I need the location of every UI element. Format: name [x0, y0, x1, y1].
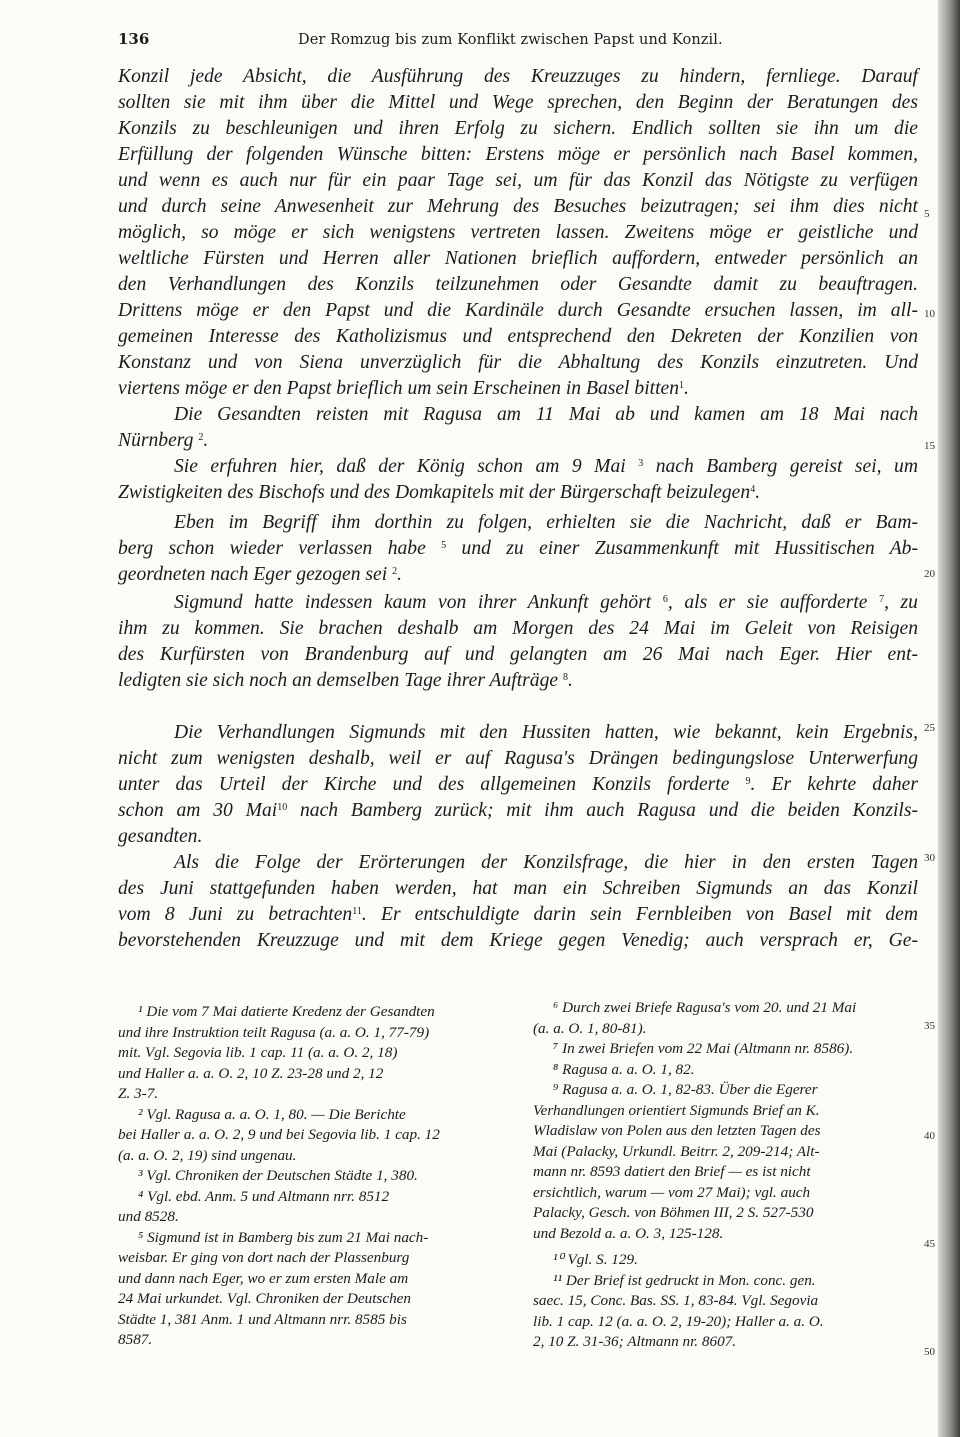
text-span: nach Bamberg zurück; mit ihm auch Ragusa und die beiden Konzils- — [299, 800, 918, 821]
footnote-line: und 8528. — [118, 1208, 179, 1225]
text-line — [118, 772, 918, 798]
text-line: Nürnberg $^2$. — [118, 430, 209, 451]
footnote-line: Z. 3-7. — [118, 1085, 159, 1102]
text-line: und durch seine Anwesenheit zur Mehrung des Besuches beizutragen; sei ihm dies nicht — [118, 196, 918, 217]
text-span: unter das Urteil der Kirche und des allgemeinen Konzils forderte — [118, 774, 730, 795]
text-span: Sie erfuhren hier, daß der König schon am 9 Mai — [174, 456, 626, 477]
text-line: Konzil jede Absicht, die Ausführung des Kreuzzuges zu hindern, fernliege. Darauf — [118, 66, 918, 87]
text-span: geordneten nach Eger gezogen sei — [118, 564, 388, 585]
text-span: Sigmund hatte indessen kaum von ihrer Ankunft gehört — [174, 592, 652, 613]
line-number: 15 — [924, 440, 935, 452]
footnote-line: saec. 15, Conc. Bas. SS. 1, 83-84. Vgl. Segovia — [533, 1292, 819, 1309]
text-span: . Er entschuldigte darin sein Fernbleiben von Basel mit dem — [361, 904, 919, 925]
footnote-line: ⁹ Ragusa a. a. O. 1, 82-83. Über die Egerer — [553, 1081, 818, 1098]
footnote-ref: 10 — [277, 802, 288, 813]
page-number: 136 — [118, 30, 150, 48]
line-number: 5 — [924, 208, 930, 220]
footnote-line: ¹⁰ Vgl. S. 129. — [553, 1251, 638, 1268]
footnote-ref: 7 — [879, 594, 885, 605]
text-line: viertens möge er den Papst brieflich um sein Erscheinen in Basel bitten$^1$. — [118, 378, 689, 399]
text-span: vom 8 Juni zu betrachten — [118, 904, 353, 925]
footnote-ref: 9 — [745, 776, 751, 787]
text-span: viertens möge er den Papst brieflich um sein Erscheinen in Basel bitten — [118, 378, 680, 399]
line-number: 10 — [924, 308, 935, 320]
text-span: . Er kehrte daher — [750, 774, 918, 795]
text-line — [118, 902, 918, 928]
footnote-line: ¹ Die vom 7 Mai datierte Kredenz der Gesandten — [138, 1003, 435, 1020]
footnote-line: Mai (Palacky, Urkundl. Beitrr. 2, 209-214; Alt- — [533, 1142, 820, 1160]
footnote-line: ⁶ Durch zwei Briefe Ragusa's vom 20. und 21 Mai — [553, 999, 857, 1016]
line-number: 35 — [924, 1020, 935, 1032]
text-line: Als die Folge der Erörterungen der Konzilsfrage, die hier in den ersten Tagen — [174, 852, 918, 873]
footnote-line: ersichtlich, warum — vom 27 Mai); vgl. auch — [533, 1183, 811, 1201]
footnote-line: Wladislaw von Polen aus den letzten Tagen des — [533, 1122, 821, 1139]
text-line: den Verhandlungen des Konzils teilzunehmen oder Gesandte damit zu beauftragen. — [118, 274, 918, 295]
text-span: , zu — [884, 592, 918, 613]
footnote-line: und ihre Instruktion teilt Ragusa (a. a. O. 1, 77-79) — [118, 1023, 430, 1041]
text-line — [118, 454, 918, 480]
footnote-ref: 1 — [679, 380, 685, 391]
text-line: des Juni stattgefunden haben werden, hat man ein Schreiben Sigmunds an das Konzil — [118, 878, 918, 899]
line-number: 40 — [924, 1130, 935, 1142]
text-span: , als er sie aufforderte — [667, 592, 868, 613]
text-line: ledigten sie sich noch an demselben Tage ihrer Aufträge $^8$. — [118, 670, 573, 691]
footnote-line: 2, 10 Z. 31-36; Altmann nr. 8607. — [533, 1333, 737, 1350]
text-line: nicht zum wenigsten deshalb, weil er auf Ragusa's Drängen bedingungslose Unterwerfung — [118, 748, 918, 769]
text-span: berg schon wieder verlassen habe — [118, 538, 426, 559]
text-line: Die Verhandlungen Sigmunds mit den Hussiten hatten, wie bekannt, kein Ergebnis, — [174, 722, 918, 743]
text-span: Nürnberg — [118, 430, 194, 451]
footnote-ref: 4 — [750, 484, 756, 495]
text-line: Konzils zu beschleunigen und ihren Erfolg zu sichern. Endlich sollten sie ihn um die — [118, 118, 918, 139]
footnote-ref: 2 — [392, 566, 398, 577]
text-line — [118, 798, 918, 824]
footnote-line: Verhandlungen orientiert Sigmunds Brief an K. — [533, 1101, 820, 1119]
footnote-line: und Bezold a. a. O. 3, 125-128. — [533, 1224, 724, 1242]
text-span: nach Bamberg gereist sei, um — [655, 456, 919, 477]
text-line: geordneten nach Eger gezogen sei $^2$. — [118, 564, 402, 585]
footnote-line: Palacky, Gesch. von Böhmen III, 2 S. 527-530 — [533, 1204, 814, 1221]
text-span: und zu einer Zusammenkunft mit Hussitischen Ab- — [461, 538, 918, 559]
text-line: Die Gesandten reisten mit Ragusa am 11 Mai ab und kamen am 18 Mai nach — [174, 404, 918, 425]
footnote-line: ² Vgl. Ragusa a. a. O. 1, 80. — Die Berichte — [138, 1105, 406, 1123]
footnote-ref: 5 — [441, 540, 447, 551]
footnote-line: weisbar. Er ging von dort nach der Plassenburg — [118, 1249, 410, 1266]
footnote-line: ⁸ Ragusa a. a. O. 1, 82. — [553, 1060, 695, 1078]
footnote-line: und dann nach Eger, wo er zum ersten Male am — [118, 1269, 409, 1287]
footnote-line: ⁷ In zwei Briefen vom 22 Mai (Altmann nr. 8586). — [553, 1040, 854, 1057]
text-line: möglich, so möge er sich wenigstens vertreten lassen. Zweitens möge er geistliche und — [118, 222, 918, 243]
footnote-ref: 8 — [562, 672, 568, 683]
line-number: 25 — [924, 722, 935, 734]
text-line: Eben im Begriff ihm dorthin zu folgen, erhielten sie die Nachricht, daß er Bam- — [174, 512, 918, 533]
line-number: 50 — [924, 1346, 935, 1358]
line-number: 20 — [924, 568, 935, 580]
footnote-ref: 2 — [198, 432, 204, 443]
footnote-line: und Haller a. a. O. 2, 10 Z. 23-28 und 2, 12 — [118, 1064, 384, 1082]
text-line — [118, 590, 918, 616]
line-number: 45 — [924, 1238, 935, 1250]
text-line: sollten sie mit ihm über die Mittel und Wege sprechen, den Beginn der Beratungen des — [118, 92, 918, 113]
footnote-line: mann nr. 8593 datiert den Brief — es ist nicht — [533, 1163, 811, 1180]
line-number: 30 — [924, 852, 935, 864]
text-span: ledigten sie sich noch an demselben Tage ihrer Aufträge — [118, 670, 559, 691]
text-span: schon am 30 Mai — [118, 800, 278, 821]
footnote-line: ¹¹ Der Brief ist gedruckt in Mon. conc. gen. — [553, 1271, 816, 1289]
text-line: ihm zu kommen. Sie brachen deshalb am Morgen des 24 Mai im Geleit von Reisigen — [118, 618, 918, 639]
text-line: weltliche Fürsten und Herren aller Nationen brieflich auffordern, entweder persönlich an — [118, 248, 918, 269]
footnote-ref: 6 — [662, 594, 668, 605]
footnote-line: (a. a. O. 1, 80-81). — [533, 1019, 647, 1037]
text-span: Zwistigkeiten des Bischofs und des Domkapitels mit der Bürgerschaft beizulegen — [118, 482, 751, 503]
footnote-line: mit. Vgl. Segovia lib. 1 cap. 11 (a. a. O. 2, 18) — [118, 1044, 398, 1061]
text-line: gemeinen Interesse des Katholizismus und entsprechend den Dekreten der Konzilien von — [118, 326, 918, 347]
page-header — [118, 30, 918, 54]
text-line: Drittens möge er den Papst und die Kardinäle durch Gesandte ersuchen lassen, im all- — [118, 300, 918, 321]
footnote-ref: 11 — [352, 906, 362, 917]
text-line: bevorstehenden Kreuzzuge und mit dem Kriege gegen Venedig; auch versprach er, Ge- — [118, 930, 918, 951]
text-line — [118, 536, 918, 562]
footnote-line: ³ Vgl. Chroniken der Deutschen Städte 1, 380. — [138, 1167, 418, 1184]
text-line: des Kurfürsten von Brandenburg auf und gelangten am 26 Mai nach Eger. Hier ent- — [118, 644, 918, 665]
text-line: und wenn es auch nur für ein paar Tage sei, um für das Konzil das Nötigste zu verfügen — [118, 170, 918, 191]
footnote-line: 8587. — [118, 1331, 153, 1348]
footnote-line: lib. 1 cap. 12 (a. a. O. 2, 19-20); Haller a. a. O. — [533, 1312, 824, 1330]
footnote-line: ⁵ Sigmund ist in Bamberg bis zum 21 Mai nach- — [138, 1228, 429, 1246]
running-head: Der Romzug bis zum Konflikt zwischen Papst und Konzil. — [298, 32, 723, 48]
text-line: Zwistigkeiten des Bischofs und des Domkapitels mit der Bürgerschaft beizulegen$^4$. — [118, 482, 761, 503]
footnote-line: (a. a. O. 2, 19) sind ungenau. — [118, 1146, 297, 1164]
footnote-ref: 3 — [638, 458, 644, 469]
footnote-line: bei Haller a. a. O. 2, 9 und bei Segovia lib. 1 cap. 12 — [118, 1126, 440, 1143]
text-line: gesandten. — [118, 826, 203, 847]
footnote-line: 24 Mai urkundet. Vgl. Chroniken der Deutschen — [118, 1290, 412, 1307]
footnote-line: Städte 1, 381 Anm. 1 und Altmann nrr. 8585 bis — [118, 1310, 407, 1328]
text-line: Konstanz und von Siena unverzüglich für die Abhaltung des Konzils einzutreten. Und — [118, 352, 918, 373]
footnote-line: ⁴ Vgl. ebd. Anm. 5 und Altmann nrr. 8512 — [138, 1187, 390, 1205]
text-line: Erfüllung der folgenden Wünsche bitten: Erstens möge er persönlich nach Basel kommen, — [118, 144, 918, 165]
